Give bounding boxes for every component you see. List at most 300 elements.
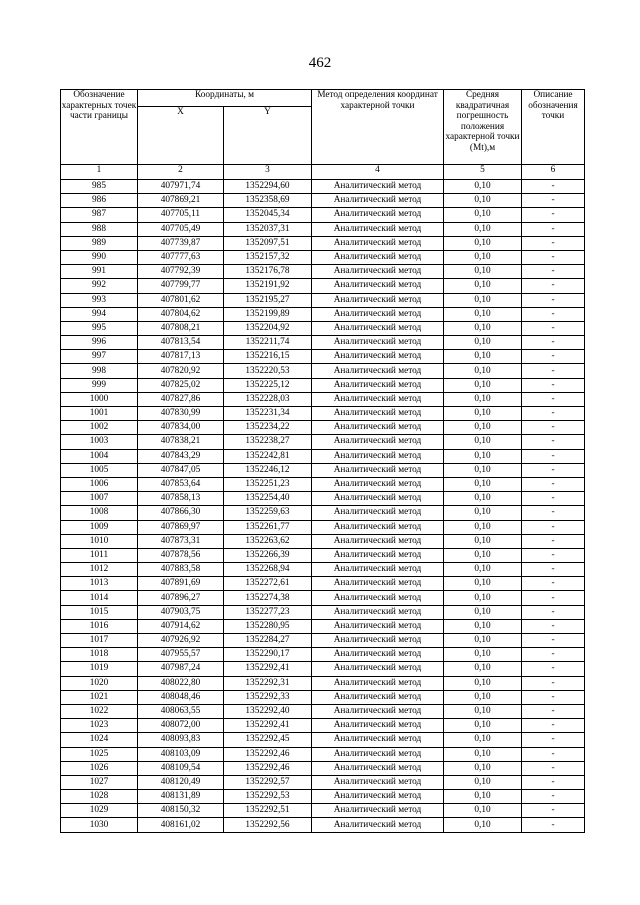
table-body: [61, 180, 585, 833]
x-coordinate-cell: 408120,49: [138, 775, 224, 789]
accuracy-cell: 0,10: [444, 463, 522, 477]
method-cell: Аналитический метод: [312, 180, 444, 194]
column-number: 6: [522, 165, 585, 180]
point-id-cell: 1007: [61, 492, 138, 506]
y-coordinate-cell: 1352211,74: [224, 336, 312, 350]
description-cell: -: [522, 619, 585, 633]
x-coordinate-cell: 407825,02: [138, 378, 224, 392]
table-row: [61, 704, 585, 718]
accuracy-cell: 0,10: [444, 279, 522, 293]
table-row: [61, 548, 585, 562]
description-cell: -: [522, 307, 585, 321]
description-cell: -: [522, 265, 585, 279]
x-coordinate-cell: 407777,63: [138, 250, 224, 264]
description-cell: -: [522, 775, 585, 789]
y-coordinate-cell: 1352268,94: [224, 563, 312, 577]
accuracy-cell: 0,10: [444, 449, 522, 463]
description-cell: -: [522, 733, 585, 747]
y-coordinate-cell: 1352234,22: [224, 421, 312, 435]
table-row: [61, 577, 585, 591]
point-id-cell: 1006: [61, 477, 138, 491]
table-row: [61, 605, 585, 619]
description-cell: -: [522, 591, 585, 605]
y-coordinate-cell: 1352290,17: [224, 648, 312, 662]
method-cell: Аналитический метод: [312, 463, 444, 477]
y-coordinate-cell: 1352251,23: [224, 477, 312, 491]
method-cell: Аналитический метод: [312, 520, 444, 534]
table-row: [61, 733, 585, 747]
method-cell: Аналитический метод: [312, 336, 444, 350]
point-id-cell: 1018: [61, 648, 138, 662]
method-cell: Аналитический метод: [312, 591, 444, 605]
accuracy-cell: 0,10: [444, 605, 522, 619]
description-cell: -: [522, 747, 585, 761]
y-coordinate-cell: 1352220,53: [224, 364, 312, 378]
method-cell: Аналитический метод: [312, 676, 444, 690]
accuracy-cell: 0,10: [444, 492, 522, 506]
x-coordinate-cell: 407869,97: [138, 520, 224, 534]
x-coordinate-cell: 408093,83: [138, 733, 224, 747]
accuracy-cell: 0,10: [444, 733, 522, 747]
accuracy-cell: 0,10: [444, 577, 522, 591]
accuracy-cell: 0,10: [444, 534, 522, 548]
point-id-cell: 1003: [61, 435, 138, 449]
y-coordinate-cell: 1352294,60: [224, 180, 312, 194]
accuracy-cell: 0,10: [444, 392, 522, 406]
accuracy-cell: 0,10: [444, 690, 522, 704]
x-coordinate-cell: 408022,80: [138, 676, 224, 690]
x-coordinate-cell: 407883,58: [138, 563, 224, 577]
table-row: [61, 662, 585, 676]
point-id-cell: 985: [61, 180, 138, 194]
point-id-cell: 1015: [61, 605, 138, 619]
x-coordinate-cell: 407827,86: [138, 392, 224, 406]
method-cell: Аналитический метод: [312, 506, 444, 520]
accuracy-cell: 0,10: [444, 208, 522, 222]
description-cell: -: [522, 492, 585, 506]
point-id-cell: 990: [61, 250, 138, 264]
table-row: [61, 520, 585, 534]
x-coordinate-cell: 407847,05: [138, 463, 224, 477]
table-row: [61, 350, 585, 364]
accuracy-cell: 0,10: [444, 421, 522, 435]
method-cell: Аналитический метод: [312, 421, 444, 435]
description-cell: -: [522, 392, 585, 406]
point-id-cell: 1017: [61, 634, 138, 648]
method-cell: Аналитический метод: [312, 534, 444, 548]
table-row: [61, 392, 585, 406]
y-coordinate-cell: 1352176,78: [224, 265, 312, 279]
method-cell: Аналитический метод: [312, 279, 444, 293]
accuracy-cell: 0,10: [444, 563, 522, 577]
point-id-cell: 1002: [61, 421, 138, 435]
method-cell: Аналитический метод: [312, 194, 444, 208]
header-method: Метод определения координат характерной точки: [312, 90, 444, 165]
table-row: [61, 506, 585, 520]
x-coordinate-cell: 407914,62: [138, 619, 224, 633]
y-coordinate-cell: 1352292,31: [224, 676, 312, 690]
table-row: [61, 747, 585, 761]
table-row: [61, 321, 585, 335]
method-cell: Аналитический метод: [312, 265, 444, 279]
table-row: [61, 222, 585, 236]
point-id-cell: 995: [61, 321, 138, 335]
column-number: 1: [61, 165, 138, 180]
point-id-cell: 1020: [61, 676, 138, 690]
description-cell: -: [522, 520, 585, 534]
header-y: Y: [224, 107, 312, 165]
y-coordinate-cell: 1352292,41: [224, 662, 312, 676]
accuracy-cell: 0,10: [444, 321, 522, 335]
description-cell: -: [522, 378, 585, 392]
accuracy-cell: 0,10: [444, 194, 522, 208]
point-id-cell: 1028: [61, 790, 138, 804]
header-accuracy: Средняя квадратичная погрешность положения характерной точки (Mt),м: [444, 90, 522, 165]
description-cell: -: [522, 407, 585, 421]
method-cell: Аналитический метод: [312, 293, 444, 307]
accuracy-cell: 0,10: [444, 520, 522, 534]
point-id-cell: 1011: [61, 548, 138, 562]
table-row: [61, 407, 585, 421]
accuracy-cell: 0,10: [444, 477, 522, 491]
y-coordinate-cell: 1352292,46: [224, 761, 312, 775]
method-cell: Аналитический метод: [312, 250, 444, 264]
method-cell: Аналитический метод: [312, 761, 444, 775]
point-id-cell: 998: [61, 364, 138, 378]
x-coordinate-cell: 408161,02: [138, 818, 224, 832]
table-row: [61, 279, 585, 293]
accuracy-cell: 0,10: [444, 648, 522, 662]
x-coordinate-cell: 408063,55: [138, 704, 224, 718]
description-cell: -: [522, 534, 585, 548]
y-coordinate-cell: 1352292,51: [224, 804, 312, 818]
method-cell: Аналитический метод: [312, 605, 444, 619]
point-id-cell: 1021: [61, 690, 138, 704]
table-row: [61, 265, 585, 279]
method-cell: Аналитический метод: [312, 236, 444, 250]
table-row: [61, 818, 585, 832]
table-row: [61, 804, 585, 818]
header-designation: Обозначение характерных точек части границы: [61, 90, 138, 165]
method-cell: Аналитический метод: [312, 208, 444, 222]
accuracy-cell: 0,10: [444, 704, 522, 718]
y-coordinate-cell: 1352263,62: [224, 534, 312, 548]
method-cell: Аналитический метод: [312, 321, 444, 335]
point-id-cell: 991: [61, 265, 138, 279]
method-cell: Аналитический метод: [312, 350, 444, 364]
y-coordinate-cell: 1352280,95: [224, 619, 312, 633]
point-id-cell: 1022: [61, 704, 138, 718]
method-cell: Аналитический метод: [312, 662, 444, 676]
point-id-cell: 986: [61, 194, 138, 208]
description-cell: -: [522, 662, 585, 676]
y-coordinate-cell: 1352358,69: [224, 194, 312, 208]
description-cell: -: [522, 648, 585, 662]
method-cell: Аналитический метод: [312, 804, 444, 818]
table-row: [61, 492, 585, 506]
description-cell: -: [522, 194, 585, 208]
x-coordinate-cell: 407903,75: [138, 605, 224, 619]
x-coordinate-cell: 408048,46: [138, 690, 224, 704]
point-id-cell: 1008: [61, 506, 138, 520]
x-coordinate-cell: 407801,62: [138, 293, 224, 307]
point-id-cell: 988: [61, 222, 138, 236]
table-row: [61, 236, 585, 250]
table-row: [61, 690, 585, 704]
method-cell: Аналитический метод: [312, 577, 444, 591]
accuracy-cell: 0,10: [444, 804, 522, 818]
description-cell: -: [522, 350, 585, 364]
description-cell: -: [522, 463, 585, 477]
y-coordinate-cell: 1352238,27: [224, 435, 312, 449]
accuracy-cell: 0,10: [444, 435, 522, 449]
description-cell: -: [522, 506, 585, 520]
y-coordinate-cell: 1352228,03: [224, 392, 312, 406]
x-coordinate-cell: 407799,77: [138, 279, 224, 293]
point-id-cell: 1024: [61, 733, 138, 747]
method-cell: Аналитический метод: [312, 563, 444, 577]
accuracy-cell: 0,10: [444, 790, 522, 804]
method-cell: Аналитический метод: [312, 378, 444, 392]
description-cell: -: [522, 336, 585, 350]
x-coordinate-cell: 407705,11: [138, 208, 224, 222]
description-cell: -: [522, 676, 585, 690]
table-row: [61, 634, 585, 648]
x-coordinate-cell: 407834,00: [138, 421, 224, 435]
y-coordinate-cell: 1352261,77: [224, 520, 312, 534]
x-coordinate-cell: 407926,92: [138, 634, 224, 648]
x-coordinate-cell: 407869,21: [138, 194, 224, 208]
x-coordinate-cell: 407804,62: [138, 307, 224, 321]
description-cell: -: [522, 804, 585, 818]
y-coordinate-cell: 1352277,23: [224, 605, 312, 619]
method-cell: Аналитический метод: [312, 407, 444, 421]
table-row: [61, 477, 585, 491]
description-cell: -: [522, 449, 585, 463]
x-coordinate-cell: 407792,39: [138, 265, 224, 279]
x-coordinate-cell: 407858,13: [138, 492, 224, 506]
method-cell: Аналитический метод: [312, 222, 444, 236]
description-cell: -: [522, 180, 585, 194]
y-coordinate-cell: 1352274,38: [224, 591, 312, 605]
point-id-cell: 1004: [61, 449, 138, 463]
x-coordinate-cell: 407808,21: [138, 321, 224, 335]
method-cell: Аналитический метод: [312, 492, 444, 506]
method-cell: Аналитический метод: [312, 477, 444, 491]
description-cell: -: [522, 548, 585, 562]
x-coordinate-cell: 407820,92: [138, 364, 224, 378]
method-cell: Аналитический метод: [312, 392, 444, 406]
description-cell: -: [522, 236, 585, 250]
y-coordinate-cell: 1352097,51: [224, 236, 312, 250]
point-id-cell: 992: [61, 279, 138, 293]
description-cell: -: [522, 421, 585, 435]
point-id-cell: 1019: [61, 662, 138, 676]
table-row: [61, 421, 585, 435]
description-cell: -: [522, 719, 585, 733]
table-row: [61, 761, 585, 775]
description-cell: -: [522, 222, 585, 236]
y-coordinate-cell: 1352292,45: [224, 733, 312, 747]
description-cell: -: [522, 477, 585, 491]
table-row: [61, 307, 585, 321]
x-coordinate-cell: 407878,56: [138, 548, 224, 562]
x-coordinate-cell: 408109,54: [138, 761, 224, 775]
accuracy-cell: 0,10: [444, 265, 522, 279]
method-cell: Аналитический метод: [312, 634, 444, 648]
description-cell: -: [522, 818, 585, 832]
point-id-cell: 996: [61, 336, 138, 350]
accuracy-cell: 0,10: [444, 236, 522, 250]
method-cell: Аналитический метод: [312, 733, 444, 747]
description-cell: -: [522, 250, 585, 264]
y-coordinate-cell: 1352292,41: [224, 719, 312, 733]
table-row: [61, 208, 585, 222]
y-coordinate-cell: 1352259,63: [224, 506, 312, 520]
header-description: Описание обозначения точки: [522, 90, 585, 165]
description-cell: -: [522, 690, 585, 704]
point-id-cell: 1013: [61, 577, 138, 591]
method-cell: Аналитический метод: [312, 364, 444, 378]
y-coordinate-cell: 1352216,15: [224, 350, 312, 364]
method-cell: Аналитический метод: [312, 548, 444, 562]
table-row: [61, 619, 585, 633]
table-row: [61, 435, 585, 449]
point-id-cell: 1027: [61, 775, 138, 789]
y-coordinate-cell: 1352292,53: [224, 790, 312, 804]
accuracy-cell: 0,10: [444, 250, 522, 264]
point-id-cell: 1000: [61, 392, 138, 406]
accuracy-cell: 0,10: [444, 293, 522, 307]
x-coordinate-cell: 407971,74: [138, 180, 224, 194]
description-cell: -: [522, 577, 585, 591]
header-coordinates: Координаты, м: [138, 90, 312, 107]
table-row: [61, 250, 585, 264]
y-coordinate-cell: 1352284,27: [224, 634, 312, 648]
accuracy-cell: 0,10: [444, 180, 522, 194]
x-coordinate-cell: 407866,30: [138, 506, 224, 520]
description-cell: -: [522, 321, 585, 335]
x-coordinate-cell: 407891,69: [138, 577, 224, 591]
table-row: [61, 194, 585, 208]
y-coordinate-cell: 1352292,56: [224, 818, 312, 832]
y-coordinate-cell: 1352272,61: [224, 577, 312, 591]
table-row: [61, 719, 585, 733]
page-number: 462: [308, 55, 332, 71]
x-coordinate-cell: 407830,99: [138, 407, 224, 421]
y-coordinate-cell: 1352292,40: [224, 704, 312, 718]
y-coordinate-cell: 1352246,12: [224, 463, 312, 477]
x-coordinate-cell: 407843,29: [138, 449, 224, 463]
method-cell: Аналитический метод: [312, 449, 444, 463]
y-coordinate-cell: 1352266,39: [224, 548, 312, 562]
description-cell: -: [522, 435, 585, 449]
point-id-cell: 1016: [61, 619, 138, 633]
point-id-cell: 1023: [61, 719, 138, 733]
method-cell: Аналитический метод: [312, 790, 444, 804]
y-coordinate-cell: 1352231,34: [224, 407, 312, 421]
column-number: 3: [224, 165, 312, 180]
accuracy-cell: 0,10: [444, 818, 522, 832]
point-id-cell: 993: [61, 293, 138, 307]
column-number: 5: [444, 165, 522, 180]
table-row: [61, 648, 585, 662]
accuracy-cell: 0,10: [444, 775, 522, 789]
x-coordinate-cell: 407838,21: [138, 435, 224, 449]
x-coordinate-cell: 407955,57: [138, 648, 224, 662]
table-row: [61, 364, 585, 378]
header-x: X: [138, 107, 224, 165]
point-id-cell: 989: [61, 236, 138, 250]
description-cell: -: [522, 761, 585, 775]
description-cell: -: [522, 634, 585, 648]
method-cell: Аналитический метод: [312, 719, 444, 733]
coordinates-table: [60, 89, 585, 833]
accuracy-cell: 0,10: [444, 619, 522, 633]
y-coordinate-cell: 1352191,92: [224, 279, 312, 293]
accuracy-cell: 0,10: [444, 591, 522, 605]
method-cell: Аналитический метод: [312, 619, 444, 633]
point-id-cell: 1030: [61, 818, 138, 832]
table-row: [61, 336, 585, 350]
method-cell: Аналитический метод: [312, 307, 444, 321]
x-coordinate-cell: 407896,27: [138, 591, 224, 605]
table-row: [61, 790, 585, 804]
accuracy-cell: 0,10: [444, 378, 522, 392]
column-number: 4: [312, 165, 444, 180]
accuracy-cell: 0,10: [444, 407, 522, 421]
y-coordinate-cell: 1352037,31: [224, 222, 312, 236]
accuracy-cell: 0,10: [444, 719, 522, 733]
table-row: [61, 534, 585, 548]
table-row: [61, 563, 585, 577]
accuracy-cell: 0,10: [444, 336, 522, 350]
point-id-cell: 1005: [61, 463, 138, 477]
point-id-cell: 987: [61, 208, 138, 222]
method-cell: Аналитический метод: [312, 648, 444, 662]
accuracy-cell: 0,10: [444, 364, 522, 378]
accuracy-cell: 0,10: [444, 350, 522, 364]
method-cell: Аналитический метод: [312, 704, 444, 718]
y-coordinate-cell: 1352292,33: [224, 690, 312, 704]
method-cell: Аналитический метод: [312, 435, 444, 449]
method-cell: Аналитический метод: [312, 690, 444, 704]
description-cell: -: [522, 790, 585, 804]
method-cell: Аналитический метод: [312, 747, 444, 761]
method-cell: Аналитический метод: [312, 775, 444, 789]
accuracy-cell: 0,10: [444, 548, 522, 562]
point-id-cell: 1025: [61, 747, 138, 761]
y-coordinate-cell: 1352204,92: [224, 321, 312, 335]
table-row: [61, 293, 585, 307]
accuracy-cell: 0,10: [444, 222, 522, 236]
point-id-cell: 999: [61, 378, 138, 392]
point-id-cell: 997: [61, 350, 138, 364]
point-id-cell: 1029: [61, 804, 138, 818]
method-cell: Аналитический метод: [312, 818, 444, 832]
point-id-cell: 1026: [61, 761, 138, 775]
x-coordinate-cell: 408103,09: [138, 747, 224, 761]
x-coordinate-cell: 408072,00: [138, 719, 224, 733]
accuracy-cell: 0,10: [444, 662, 522, 676]
y-coordinate-cell: 1352157,32: [224, 250, 312, 264]
y-coordinate-cell: 1352242,81: [224, 449, 312, 463]
point-id-cell: 1010: [61, 534, 138, 548]
table-row: [61, 676, 585, 690]
x-coordinate-cell: 407987,24: [138, 662, 224, 676]
table-row: [61, 378, 585, 392]
y-coordinate-cell: 1352292,57: [224, 775, 312, 789]
